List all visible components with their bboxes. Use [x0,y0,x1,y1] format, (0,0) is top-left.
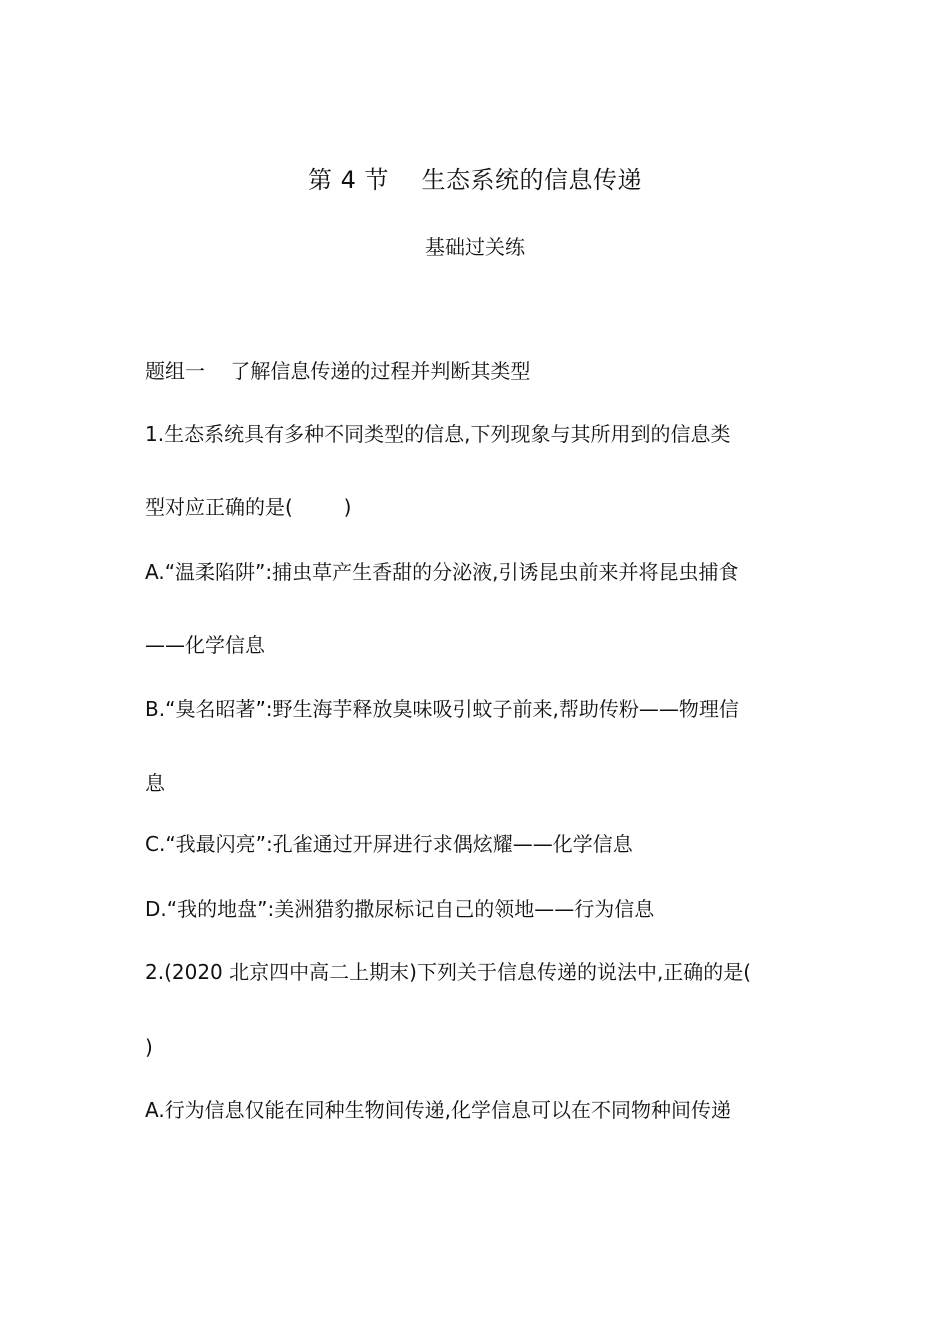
question-1-stem-line-1: 1.生态系统具有多种不同类型的信息,下列现象与其所用到的信息类 [145,422,731,446]
question-1-option-a-line-1: A.“温柔陷阱”:捕虫草产生香甜的分泌液,引诱昆虫前来并将昆虫捕食 [145,560,739,584]
question-2-stem-line-2: ) [145,1035,153,1059]
section-heading: 题组一 了解信息传递的过程并判断其类型 [145,359,531,383]
question-2-stem-line-1: 2.(2020 北京四中高二上期末)下列关于信息传递的说法中,正确的是( [145,960,752,984]
question-1-option-b-line-1: B.“臭名昭著”:野生海芋释放臭味吸引蚊子前来,帮助传粉——物理信 [145,697,739,721]
question-1-option-d: D.“我的地盘”:美洲猎豹撒尿标记自己的领地——行为信息 [145,897,655,921]
question-2-option-a: A.行为信息仅能在同种生物间传递,化学信息可以在不同物种间传递 [145,1098,732,1122]
question-1-option-a-line-2: ——化学信息 [145,633,265,657]
question-1-option-c: C.“我最闪亮”:孔雀通过开屏进行求偶炫耀——化学信息 [145,832,633,856]
page-subtitle: 基础过关练 [425,235,525,259]
question-1-option-b-line-2: 息 [145,771,165,795]
page-title: 第 4 节 生态系统的信息传递 [307,166,643,194]
question-1-stem-line-2: 型对应正确的是( ) [145,495,352,519]
